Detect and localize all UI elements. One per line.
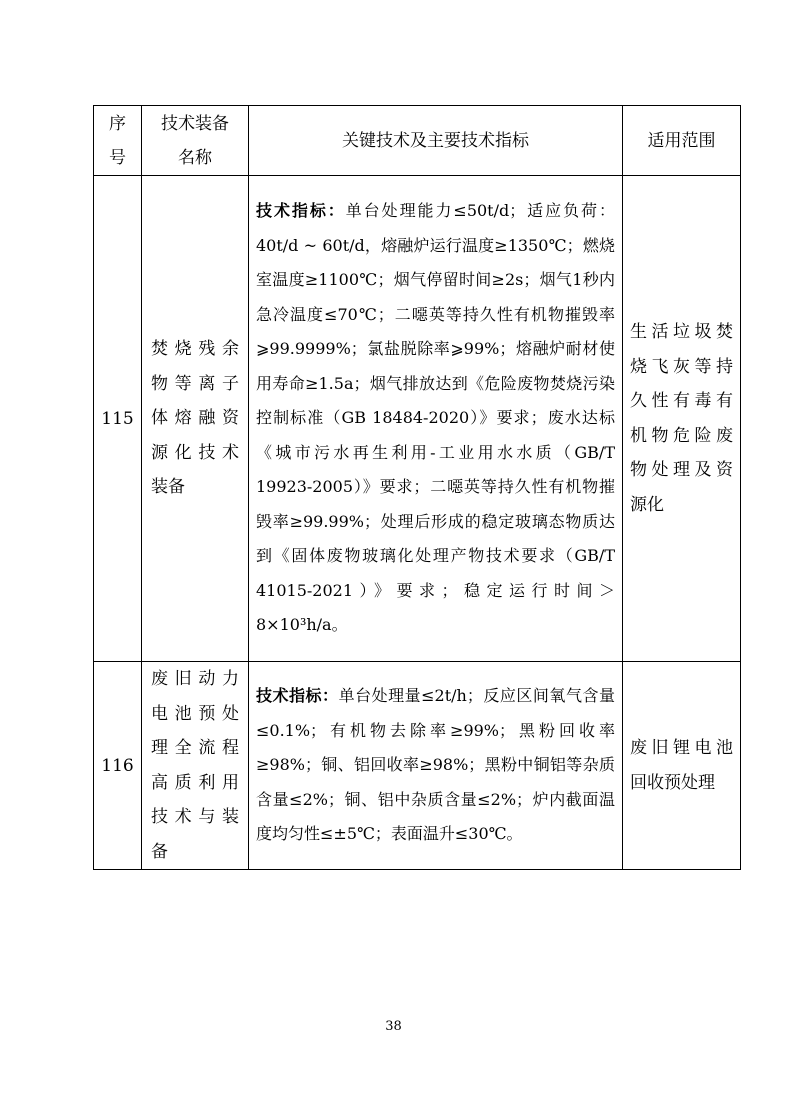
name-line: 备 [151,841,168,862]
header-name-line-1: 技术装备 [161,113,229,134]
tech-indicator-label: 技术指标： [256,686,339,706]
table-row [94,662,741,870]
header-serial-line-1: 序 [109,113,126,134]
header-serial-line-2: 号 [109,147,126,168]
name-line: 装备 [151,477,185,498]
scope-line: 生活垃圾焚 [630,322,733,342]
name-line: 废旧动力 [151,669,239,689]
row-serial-number: 116 [94,662,142,870]
header-key-technology: 关键技术及主要技术指标 [249,106,623,176]
scope-line: 回收预处理 [630,772,715,793]
name-line: 物等离子 [151,373,239,394]
equipment-spec-table [93,105,741,870]
scope-line: 久性有毒有 [630,391,733,411]
scope-line: 烧飞灰等持 [630,356,733,377]
name-line: 理全流程 [151,738,239,758]
tech-indicator-text: 单台处理能力≤50t/d；适应负荷：40t/d ~ 60t/d，熔融炉运行温度≥1350℃；燃烧室温度≥1100℃；烟气停留时间≥2s；烟气1秒内急冷温度≤70℃；二噁英等持久性有机物摧毁率⩾99.9999%；氯盐脱除率⩾99%；熔融炉耐材使用寿命≥1.5a；烟气排放达到《危险废物焚烧污染控制标准（GB 18484-2020）》要求；废水达标《城市污水再生利用-工业用水水质（GB/T 19923-2005）》要求；二噁英等持久性有机物摧毁率≥99.99%；处理后形成的稳定玻璃态物质达到《固体废物玻璃化处理产物技术要求（GB/T 41015-2021）》要求；稳定运行时间＞8×10³h/a。 [256,201,615,635]
name-line: 电池预处 [151,703,239,724]
header-equipment-name [142,106,249,176]
row-equipment-name [142,662,249,870]
page-number: 38 [385,1019,402,1034]
name-line: 体熔融资 [151,408,239,429]
scope-line: 废旧锂电池 [630,738,733,758]
scope-line: 物处理及资 [630,460,733,480]
scope-line: 机物危险废 [630,425,733,446]
table-header-row [94,106,741,176]
header-name-line-2: 名称 [178,147,212,168]
row-technical-indicators [249,662,623,870]
table-row [94,176,741,662]
tech-indicator-text: 单台处理量≤2t/h；反应区间氧气含量≤0.1%；有机物去除率≥99%；黑粉回收率≥98%；铜、铝回收率≥98%；黑粉中铜铝等杂质含量≤2%；铜、铝中杂质含量≤2%；炉内截面温度均匀性≤±5℃；表面温升≤30℃。 [256,686,615,844]
name-line: 源化技术 [151,442,239,463]
header-serial-number [94,106,142,176]
name-line: 技术与装 [151,807,239,827]
header-application-scope: 适用范围 [623,106,741,176]
name-line: 高质利用 [151,772,239,793]
scope-line: 源化 [630,494,664,515]
row-application-scope [623,176,741,662]
row-application-scope [623,662,741,870]
tech-indicator-label: 技术指标： [256,201,346,221]
row-equipment-name [142,176,249,662]
row-serial-number: 115 [94,176,142,662]
name-line: 焚烧残余 [151,339,239,360]
row-technical-indicators [249,176,623,662]
